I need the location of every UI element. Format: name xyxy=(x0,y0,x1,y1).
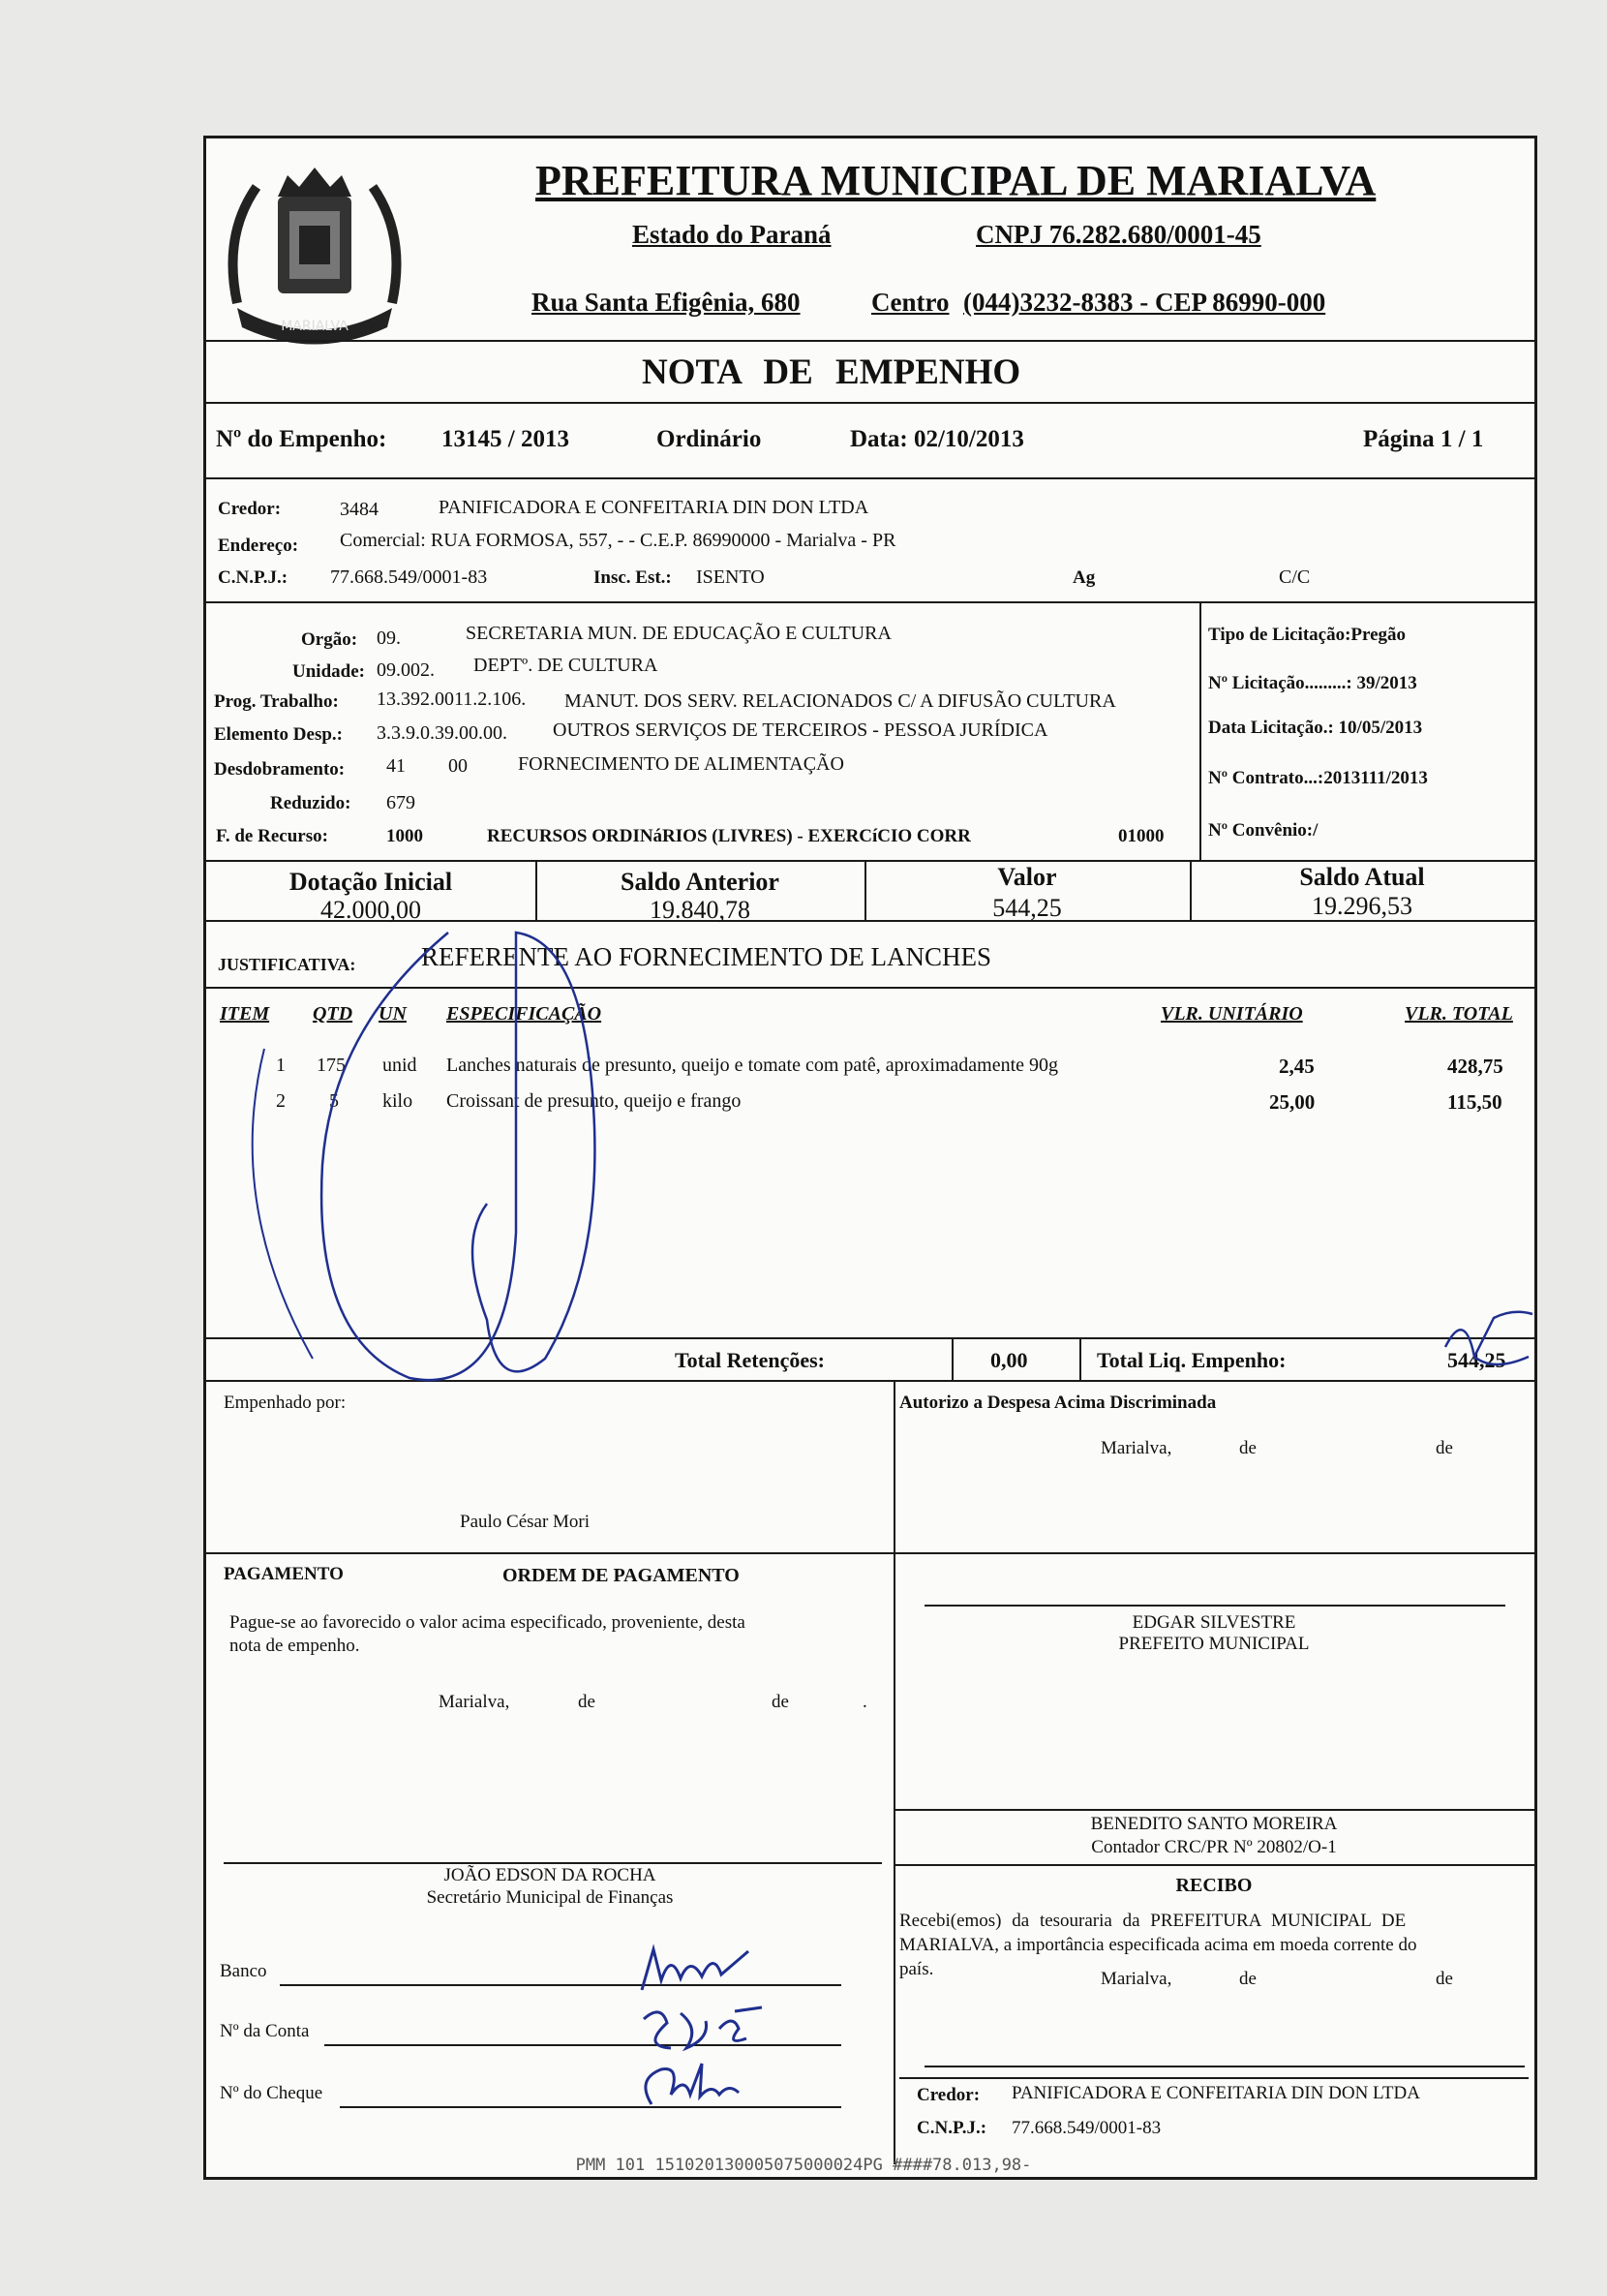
col-especificacao: ESPECIFICAÇÃO xyxy=(446,1003,602,1025)
conta-label: Nº da Conta xyxy=(220,2021,310,2041)
financas-title: Secretário Municipal de Finanças xyxy=(426,1887,674,1908)
municipal-crest-icon xyxy=(218,158,411,352)
empenho-label: Nº do Empenho: xyxy=(216,426,387,452)
desdobramento-a: 41 xyxy=(386,755,406,777)
unidade-label: Unidade: xyxy=(292,661,365,682)
liquido-value: 544,25 xyxy=(1447,1348,1506,1372)
item-total-value: 428,75 xyxy=(1447,1055,1503,1078)
check-mark xyxy=(1436,1299,1542,1376)
saldo-atual-value: 19.296,53 xyxy=(1312,892,1412,920)
credor-address: Comercial: RUA FORMOSA, 557, - - C.E.P. 86990000 - Marialva - PR xyxy=(340,530,896,551)
recurso-label: F. de Recurso: xyxy=(216,826,328,846)
page-number: Página 1 / 1 xyxy=(1363,426,1484,452)
crest-text: MARIALVA xyxy=(281,319,349,334)
saldo-atual-label: Saldo Atual xyxy=(1299,863,1425,891)
desdobramento-label: Desdobramento: xyxy=(214,759,346,780)
recibo-credor-label: Credor: xyxy=(917,2085,981,2105)
retencoes-value: 0,00 xyxy=(990,1348,1028,1372)
recibo-line-2: MARIALVA, a importância especificada acima em moeda corrente do xyxy=(899,1935,1417,1955)
prog-label: Prog. Trabalho: xyxy=(214,691,339,712)
orgao-name: SECRETARIA MUN. DE EDUCAÇÃO E CULTURA xyxy=(466,623,892,644)
state-name: Estado do Paraná xyxy=(632,220,832,249)
conta-handwriting xyxy=(632,2000,768,2058)
unidade-name: DEPTº. DE CULTURA xyxy=(473,655,658,676)
recibo-line-3: país. xyxy=(899,1959,934,1979)
divider xyxy=(894,1864,1534,1866)
col-total-value: VLR. TOTAL xyxy=(1405,1003,1513,1025)
divider xyxy=(206,340,1534,342)
address-label: Endereço: xyxy=(218,536,299,556)
recurso-name: RECURSOS ORDINáRIOS (LIVRES) - EXERCíCIO CORR xyxy=(487,826,971,846)
agency-label: Ag xyxy=(1073,567,1096,588)
data-licitacao: Data Licitação.: 10/05/2013 xyxy=(1208,718,1423,738)
autorizo-label: Autorizo a Despesa Acima Discriminada xyxy=(899,1393,1217,1413)
valor-label: Valor xyxy=(997,863,1057,891)
recurso-code-2: 01000 xyxy=(1118,826,1165,846)
district: Centro xyxy=(871,288,950,317)
recibo-de2: de xyxy=(1436,1969,1453,1989)
signature-line xyxy=(925,1605,1505,1607)
item-qtd: 175 xyxy=(317,1055,346,1076)
empenho-date: Data: 02/10/2013 xyxy=(850,426,1024,452)
col-unit-value: VLR. UNITÁRIO xyxy=(1161,1003,1303,1025)
pagamento-dot: . xyxy=(863,1692,867,1712)
phone-cep: (044)3232-8383 - CEP 86990-000 xyxy=(963,288,1326,317)
divider xyxy=(206,601,1534,603)
divider xyxy=(899,2077,1529,2079)
empenho-type: Ordinário xyxy=(656,426,762,452)
item-total-value: 115,50 xyxy=(1447,1090,1502,1114)
financas-name: JOÃO EDSON DA ROCHA xyxy=(443,1865,656,1885)
divider xyxy=(1199,601,1201,861)
pagamento-label: PAGAMENTO xyxy=(224,1564,344,1584)
dotacao-value: 42.000,00 xyxy=(320,896,421,924)
recibo-cnpj-label: C.N.P.J.: xyxy=(917,2118,987,2138)
item-number: 1 xyxy=(276,1055,286,1076)
prog-name: MANUT. DOS SERV. RELACIONADOS C/ A DIFUSÃO CULTURA xyxy=(564,690,1116,712)
divider xyxy=(206,402,1534,404)
cnpj-label: C.N.P.J.: xyxy=(218,567,288,588)
autorizo-de1: de xyxy=(1239,1438,1257,1458)
liquido-label: Total Liq. Empenho: xyxy=(1097,1348,1287,1372)
contador-title: Contador CRC/PR Nº 20802/O-1 xyxy=(1091,1837,1337,1857)
contador-name: BENEDITO SANTO MOREIRA xyxy=(1090,1814,1338,1834)
saldo-anterior-value: 19.840,78 xyxy=(650,896,750,924)
item-unit-value: 2,45 xyxy=(1279,1055,1315,1078)
justificativa-label: JUSTIFICATIVA: xyxy=(218,955,356,974)
pagamento-place: Marialva, xyxy=(439,1692,510,1712)
pagamento-text-2: nota de empenho. xyxy=(229,1636,360,1656)
recibo-cnpj: 77.668.549/0001-83 xyxy=(1012,2118,1162,2138)
credor-cnpj: 77.668.549/0001-83 xyxy=(330,566,488,588)
item-un: unid xyxy=(382,1055,417,1076)
mayor-title: PREFEITO MUNICIPAL xyxy=(1118,1634,1310,1654)
insc-value: ISENTO xyxy=(696,566,765,588)
col-qtd: QTD xyxy=(313,1003,353,1025)
saldo-anterior-label: Saldo Anterior xyxy=(621,868,779,896)
desdobramento-b: 00 xyxy=(448,755,468,777)
orgao-label: Orgão: xyxy=(301,629,358,650)
elemento-name: OUTROS SERVIÇOS DE TERCEIROS - PESSOA JURÍDICA xyxy=(553,719,1048,741)
pagamento-de1: de xyxy=(578,1692,595,1712)
item-qtd: 5 xyxy=(329,1090,339,1112)
item-unit-value: 25,00 xyxy=(1269,1090,1316,1114)
empenho-number: 13145 / 2013 xyxy=(441,426,569,452)
dotacao-label: Dotação Inicial xyxy=(288,868,453,896)
cheque-handwriting xyxy=(632,2056,768,2114)
empenhado-label: Empenhado por: xyxy=(224,1393,347,1413)
divider xyxy=(206,860,1534,862)
recibo-de1: de xyxy=(1239,1969,1257,1989)
retencoes-label: Total Retenções: xyxy=(675,1348,825,1372)
city-cnpj: CNPJ 76.282.680/0001-45 xyxy=(976,220,1261,249)
page-title: PREFEITURA MUNICIPAL DE MARIALVA xyxy=(535,157,1377,204)
orgao-code: 09. xyxy=(377,628,401,649)
street-address: Rua Santa Efigênia, 680 xyxy=(531,288,801,317)
item-spec: Croissant de presunto, queijo e frango xyxy=(446,1090,742,1112)
recibo-line-1: Recebi(emos) da tesouraria da PREFEITURA MUNICIPAL DE xyxy=(899,1911,1407,1931)
banco-handwriting xyxy=(632,1942,768,2000)
divider xyxy=(894,1809,1534,1811)
recibo-credor-name: PANIFICADORA E CONFEITARIA DIN DON LTDA xyxy=(1012,2083,1420,2103)
credor-code: 3484 xyxy=(340,499,379,520)
reduzido-value: 679 xyxy=(386,792,415,813)
divider xyxy=(206,477,1534,479)
barcode-text: PMM 101 151020130005075000024PG ####78.013,98- xyxy=(575,2156,1032,2175)
mayor-name: EDGAR SILVESTRE xyxy=(1132,1612,1296,1633)
divider xyxy=(952,1337,954,1380)
cheque-label: Nº do Cheque xyxy=(220,2083,323,2103)
desdobramento-name: FORNECIMENTO DE ALIMENTAÇÃO xyxy=(518,753,844,775)
document-title: NOTA DE EMPENHO xyxy=(642,352,1021,392)
col-un: UN xyxy=(379,1003,407,1025)
justificativa-text: REFERENTE AO FORNECIMENTO DE LANCHES xyxy=(421,942,992,971)
divider xyxy=(894,1380,895,2164)
numero-convenio: Nº Convênio:/ xyxy=(1208,820,1319,841)
item-un: kilo xyxy=(382,1090,413,1112)
pagamento-text-1: Pague-se ao favorecido o valor acima especificado, proveniente, desta xyxy=(229,1612,745,1633)
valor-value: 544,25 xyxy=(992,894,1062,922)
autorizo-de2: de xyxy=(1436,1438,1453,1458)
col-item: ITEM xyxy=(220,1003,270,1025)
pen-loop-mark xyxy=(167,913,903,1417)
signature-line xyxy=(224,1862,882,1864)
reduzido-label: Reduzido: xyxy=(270,793,351,813)
item-spec: Lanches naturais de presunto, queijo e tomate com patê, aproximadamente 90g xyxy=(446,1055,1059,1076)
numero-licitacao: Nº Licitação.........: 39/2013 xyxy=(1208,673,1417,693)
prog-code: 13.392.0011.2.106. xyxy=(377,689,527,710)
empenhado-name: Paulo César Mori xyxy=(460,1512,591,1532)
ordem-pagamento-label: ORDEM DE PAGAMENTO xyxy=(502,1565,740,1586)
numero-contrato: Nº Contrato...:2013111/2013 xyxy=(1208,768,1428,788)
recibo-place: Marialva, xyxy=(1101,1969,1172,1989)
elemento-label: Elemento Desp.: xyxy=(214,724,343,745)
elemento-code: 3.3.9.0.39.00.00. xyxy=(377,722,507,744)
document-frame xyxy=(203,136,1537,2180)
signature-line xyxy=(925,2066,1525,2067)
banco-label: Banco xyxy=(220,1961,267,1981)
credor-name: PANIFICADORA E CONFEITARIA DIN DON LTDA xyxy=(439,497,869,518)
item-number: 2 xyxy=(276,1090,286,1112)
divider xyxy=(1079,1337,1081,1380)
unidade-code: 09.002. xyxy=(377,659,435,681)
pagamento-de2: de xyxy=(772,1692,789,1712)
account-label: C/C xyxy=(1279,566,1311,588)
recurso-code: 1000 xyxy=(386,826,423,846)
autorizo-place: Marialva, xyxy=(1101,1438,1172,1458)
insc-label: Insc. Est.: xyxy=(593,567,672,588)
divider xyxy=(206,1552,1534,1554)
recibo-label: RECIBO xyxy=(1175,1875,1253,1896)
tipo-licitacao: Tipo de Licitação:Pregão xyxy=(1208,625,1407,645)
credor-label: Credor: xyxy=(218,499,282,519)
